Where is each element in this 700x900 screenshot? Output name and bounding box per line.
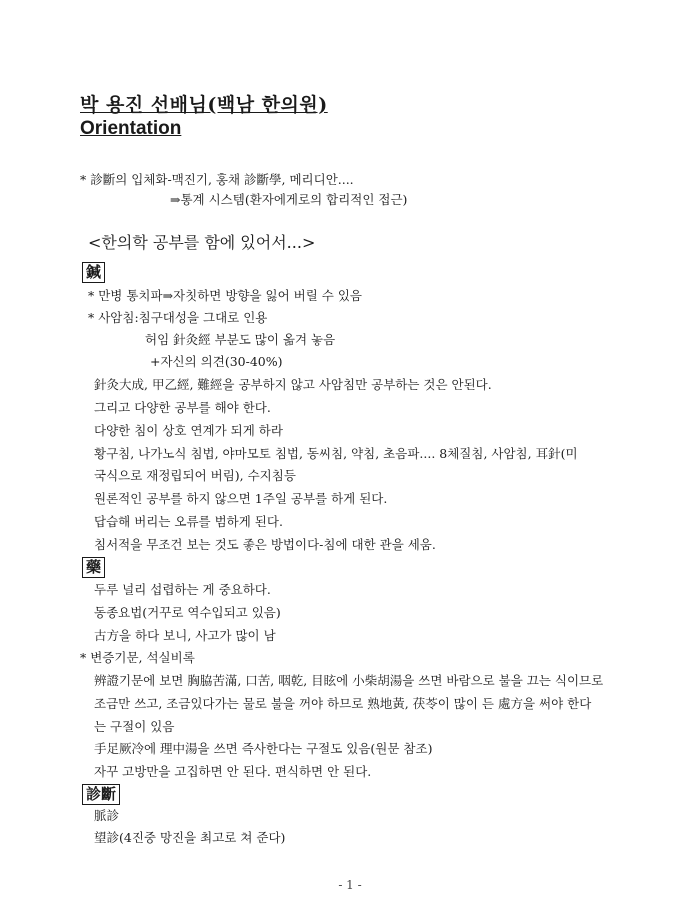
document-title: 박 용진 선배님(백남 한의원)	[80, 94, 328, 116]
herbs-line-1: 두루 널리 섭렵하는 게 중요하다.	[94, 582, 271, 597]
diagnosis-line-2: 望診(4진중 망진을 최고로 쳐 준다)	[94, 830, 286, 845]
diagnosis-line-1: 脈診	[94, 808, 120, 823]
herbs-line-6: 조금만 쓰고, 조금있다가는 물로 불을 꺼야 하므로 熟地黃, 茯苓이 많이 든 處方을 써야 한다	[94, 696, 592, 711]
acupuncture-line-3: 허임 針灸經 부분도 많이 옮겨 놓음	[145, 332, 336, 347]
acupuncture-line-5: 針灸大成, 甲乙經, 難經을 공부하지 않고 사암침만 공부하는 것은 안된다.	[94, 377, 492, 392]
herbs-line-7: 는 구절이 있음	[94, 719, 175, 734]
acupuncture-line-1: * 만병 통치파⇒자칫하면 방향을 잃어 버릴 수 있음	[88, 288, 362, 303]
acupuncture-line-11: 답습해 버리는 오류를 범하게 된다.	[94, 514, 283, 529]
intro-line-1: * 診斷의 입체화-맥진기, 홍채 診斷學, 메리디안....	[80, 172, 354, 187]
herbs-line-3: 古方을 하다 보니, 사고가 많이 남	[94, 628, 276, 643]
acupuncture-line-6: 그리고 다양한 공부를 해야 한다.	[94, 400, 271, 415]
document-subtitle: Orientation	[80, 118, 182, 139]
acupuncture-line-10: 원론적인 공부를 하지 않으면 1주일 공부를 하게 된다.	[94, 491, 388, 506]
intro-line-2: ⇒통계 시스템(환자에게로의 합리적인 접근)	[170, 192, 408, 207]
diagnosis-heading: 診斷	[82, 784, 120, 805]
acupuncture-heading: 鍼	[82, 262, 105, 283]
acupuncture-line-12: 침서적을 무조건 보는 것도 좋은 방법이다-침에 대한 관을 세움.	[94, 537, 436, 552]
page-number: - 1 -	[338, 878, 362, 892]
herbs-line-9: 자꾸 고방만을 고집하면 안 된다. 편식하면 안 된다.	[94, 764, 372, 779]
acupuncture-line-9: 국식으로 재정립되어 버림), 수지침등	[94, 468, 296, 483]
acupuncture-line-4: +자신의 의견(30-40%)	[150, 354, 283, 369]
herbs-line-8: 手足厥冷에 理中湯을 쓰면 즉사한다는 구절도 있음(원문 참조)	[94, 741, 433, 756]
acupuncture-line-2: * 사암침:침구대성을 그대로 인용	[88, 310, 268, 325]
herbs-line-5: 辨證기문에 보면 胸脇苦滿, 口苦, 咽乾, 目眩에 小柴胡湯을 쓰면 바람으로 불을 끄는 식이므로	[94, 673, 604, 688]
herbs-line-2: 동종요법(거꾸로 역수입되고 있음)	[94, 605, 281, 620]
herbs-heading: 藥	[82, 557, 105, 578]
acupuncture-line-7: 다양한 침이 상호 연계가 되게 하라	[94, 423, 283, 438]
section-heading: <한의학 공부를 함에 있어서...>	[88, 233, 316, 252]
herbs-line-4: * 변증기문, 석실비록	[80, 650, 195, 665]
acupuncture-line-8: 황구침, 나가노식 침법, 야마모토 침법, 동씨침, 약침, 초음파.... 8체질침, 사암침, 耳針(미	[94, 446, 578, 461]
